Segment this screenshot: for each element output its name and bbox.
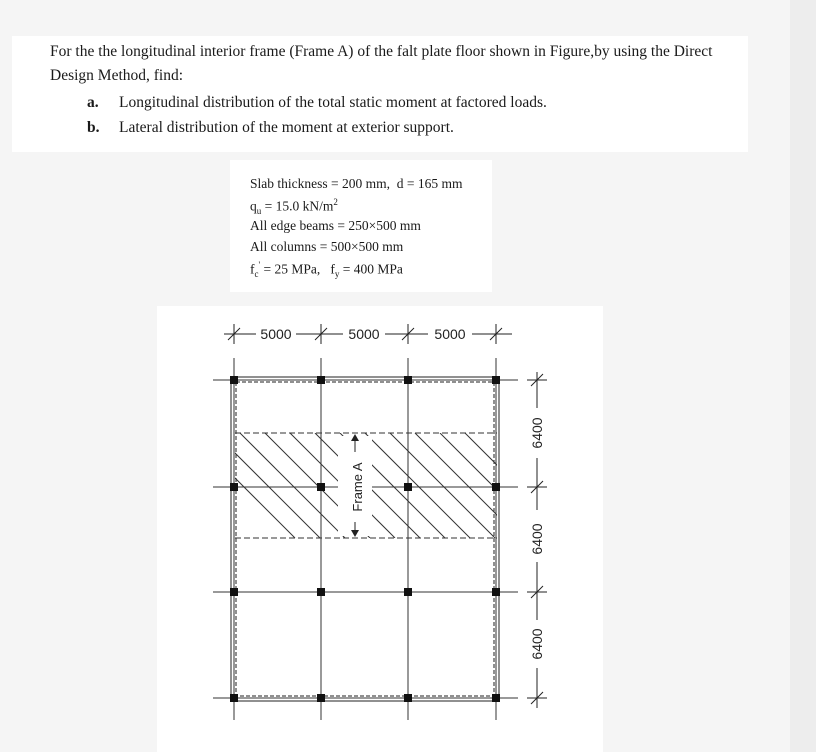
column [230, 588, 238, 596]
fc-prime: ' [258, 260, 261, 270]
edge-beams-line: All edge beams = 250×500 mm [250, 218, 421, 233]
column [317, 483, 325, 491]
item-marker: a. [87, 94, 99, 111]
grid-extension-lines [213, 358, 518, 720]
effective-depth: d = 165 mm [396, 176, 463, 191]
column [492, 376, 500, 384]
column [230, 694, 238, 702]
fy-value: = 400 MPa [339, 261, 403, 277]
edge-beams [231, 377, 499, 701]
column [230, 483, 238, 491]
qu-sup: 2 [333, 197, 338, 207]
fc-sub: c [254, 269, 259, 280]
frame-a-label: Frame A [350, 462, 365, 512]
column [404, 376, 412, 384]
span-y-label: 6400 [529, 417, 545, 449]
frame-a-design-strip [190, 433, 570, 538]
span-x-label: 5000 [348, 326, 380, 342]
column [404, 588, 412, 596]
span-x-label: 5000 [260, 326, 292, 342]
column [492, 588, 500, 596]
qu-value: = 15.0 kN/m [261, 198, 334, 214]
slab-thickness: Slab thickness = 200 mm, [250, 176, 390, 191]
fy-symbol: f [330, 261, 335, 277]
column [317, 588, 325, 596]
span-y-label: 6400 [529, 523, 545, 555]
fy-sub: y [334, 269, 340, 280]
column [492, 694, 500, 702]
item-marker: b. [87, 119, 100, 136]
fc-symbol: f [250, 261, 255, 277]
span-x-label: 5000 [434, 326, 466, 342]
column [492, 483, 500, 491]
qu-symbol: q [250, 198, 257, 214]
item-text: Longitudinal distribution of the total static moment at factored loads. [119, 94, 547, 111]
question-intro: For the the longitudinal interior frame (Frame A) of the falt plate floor shown in Figure,by using the Direct Design Method, find: [50, 43, 713, 84]
columns-line: All columns = 500×500 mm [250, 239, 404, 254]
column [404, 694, 412, 702]
qu-sub: u [256, 206, 262, 217]
column [230, 376, 238, 384]
column [317, 376, 325, 384]
span-y-label: 6400 [529, 628, 545, 660]
columns [230, 376, 500, 702]
column [404, 483, 412, 491]
fc-value: = 25 MPa, [260, 261, 321, 277]
column [317, 694, 325, 702]
item-text: Lateral distribution of the moment at exterior support. [119, 119, 454, 136]
